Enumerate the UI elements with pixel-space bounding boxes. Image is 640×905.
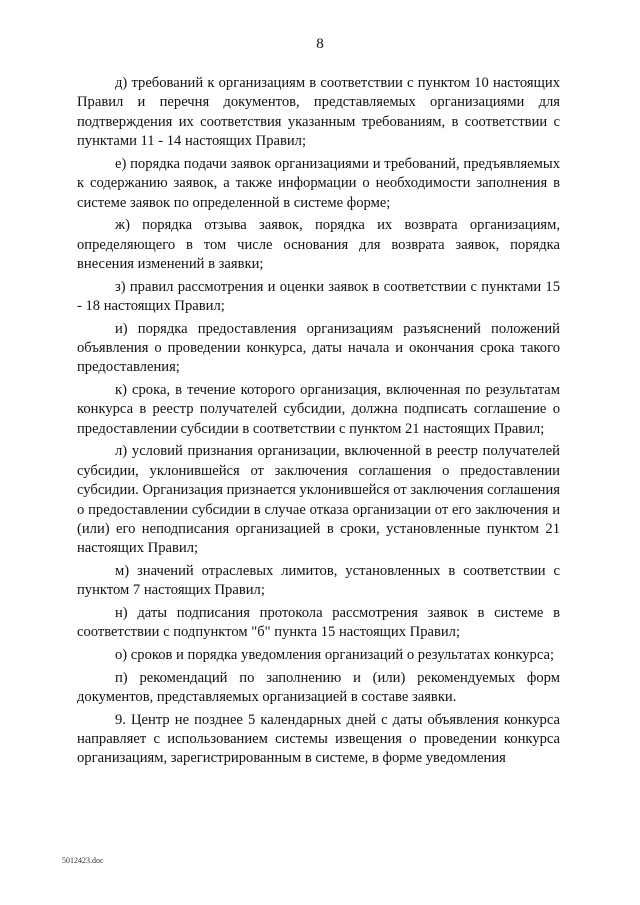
paragraph-d: д) требований к организациям в соответствии с пунктом 10 настоящих Правил и перечня документов, представляемых организациями для подтверждения их соответствия указанным требованиям, в соответствии с пунктами 11 - 14 настоящих Правил; — [77, 75, 560, 150]
paragraph-zh: ж) порядка отзыва заявок, порядка их возврата организациям, определяющего в том числе основания для возврата заявок, порядка внесения изменений в заявки; — [77, 217, 560, 273]
footer-filename: 5012423.doc — [62, 856, 104, 865]
page-number: 8 — [316, 36, 324, 52]
paragraph-p: п) рекомендаций по заполнению и (или) рекомендуемых форм документов, представляемых организацией в составе заявки. — [77, 669, 560, 706]
paragraph-z: з) правил рассмотрения и оценки заявок в соответствии с пунктами 15 - 18 настоящих Правил; — [77, 278, 560, 315]
paragraph-e: е) порядка подачи заявок организациями и требований, предъявляемых к содержанию заявок, а также информации о необходимости заполнения в системе заявок по определенной в системе форме; — [77, 155, 560, 211]
paragraph-n: н) даты подписания протокола рассмотрения заявок в системе в соответствии с подпунктом "б" пункта 15 настоящих Правил; — [77, 605, 560, 641]
paragraph-l: л) условий признания организации, включенной в реестр получателей субсидии, уклонившейся от заключения соглашения о предоставлении субсидии. Организация признается уклонившейся от заключения соглашения о предоставлении субсидии в случае отказа организации от его заключения и (или) его неподписания организацией в сроки, установленные пунктом 21 настоящих Правил; — [77, 443, 560, 557]
paragraph-i: и) порядка предоставления организациям разъяснений положений объявления о проведении конкурса, даты начала и окончания срока такого предоставления; — [77, 320, 560, 376]
paragraph-9: 9. Центр не позднее 5 календарных дней с даты объявления конкурса направляет с использованием системы извещения о проведении конкурса организациям, зарегистрированным в системе, в форме уведомления — [77, 711, 560, 767]
paragraph-m: м) значений отраслевых лимитов, установленных в соответствии с пунктом 7 настоящих Правил; — [77, 563, 560, 599]
paragraph-k: к) срока, в течение которого организация, включенная по результатам конкурса в реестр получателей субсидии, должна подписать соглашение о предоставлении субсидии в соответствии с пунктом 21 настоящих Правил; — [77, 382, 560, 437]
document-body — [77, 74, 560, 772]
paragraph-o: о) сроков и порядка уведомления организаций о результатах конкурса; — [115, 647, 555, 664]
